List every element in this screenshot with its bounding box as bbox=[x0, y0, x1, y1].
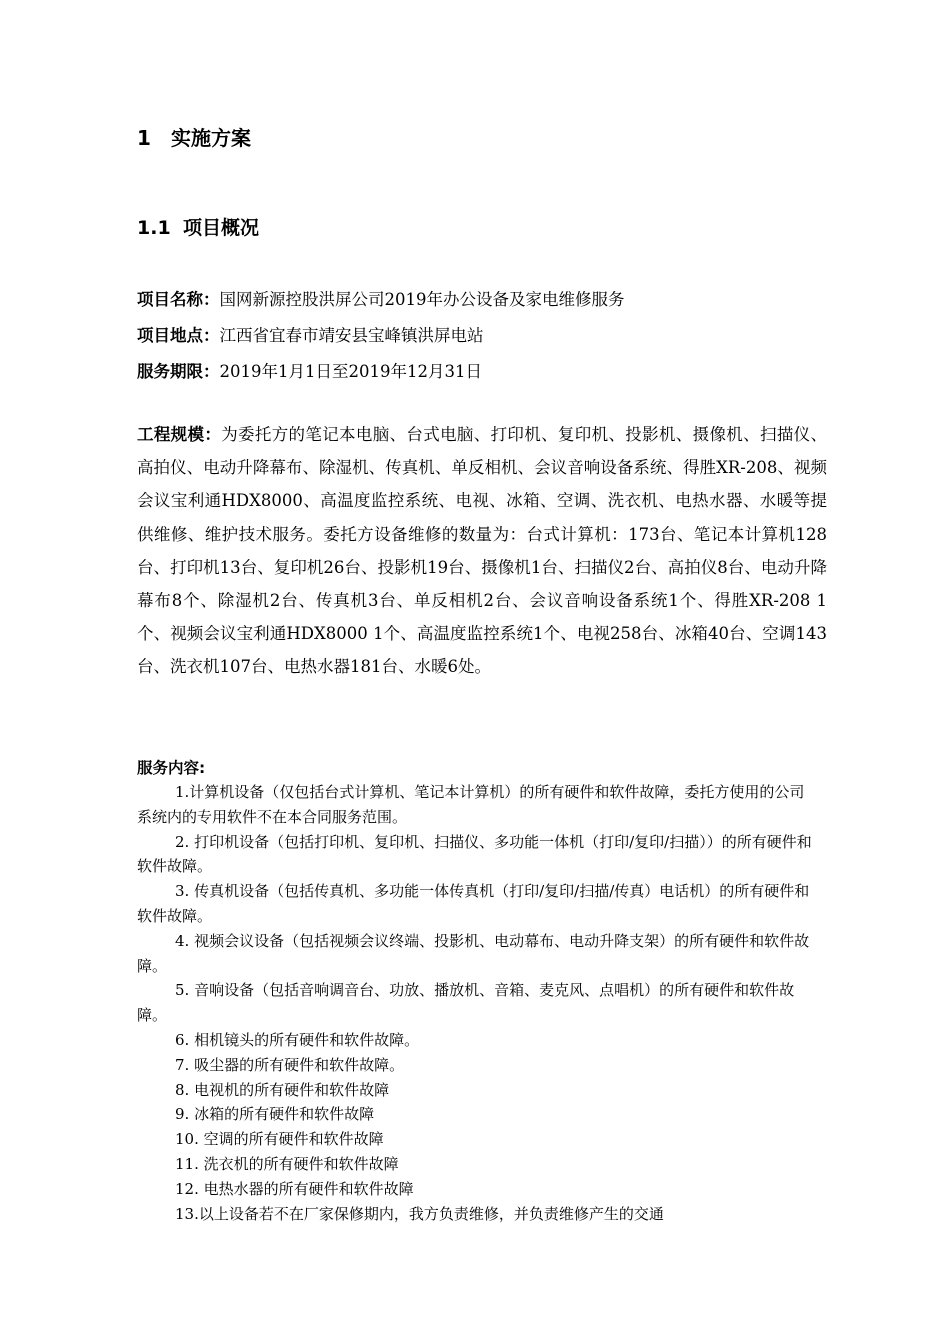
project-scale-text: 为委托方的笔记本电脑、台式电脑、打印机、复印机、投影机、摄像机、扫描仪、高拍仪、电动升降幕布、除湿机、传真机、单反相机、会议音响设备系统、得胜XR-208、视频会议宝利通HDX8000、高温度监控系统、电视、冰箱、空调、洗衣机、电热水器、水暖等提供维修、维护技术服务。委托方设备维修的数量为：台式计算机：173台、笔记本计算机128台、打印机13台、复印机26台、投影机19台、摄像机1台、扫描仪2台、高拍仪8台、电动升降幕布8个、除湿机2台、传真机3台、单反相机2台、会议音响设备系统1个、得胜XR-208 1个、视频会议宝利通HDX8000 1个、高温度监控系统1个、电视258台、冰箱40台、空调143台、洗衣机107台、电热水器181台、水暖6处。 bbox=[137, 425, 827, 677]
project-location-line bbox=[137, 324, 484, 348]
project-scale-label: 工程规模： bbox=[137, 425, 222, 444]
list-item: 5. 音响设备（包括音响调音台、功放、播放机、音箱、麦克风、点唱机）的所有硬件和软件故障。 bbox=[137, 981, 795, 1025]
list-item: 8. 电视机的所有硬件和软件故障 bbox=[175, 1080, 390, 1099]
list-item: 10. 空调的所有硬件和软件故障 bbox=[175, 1130, 384, 1149]
subsection-heading bbox=[137, 214, 259, 242]
section-heading bbox=[137, 124, 251, 152]
project-name-label: 项目名称： bbox=[137, 290, 220, 309]
list-item: 9. 冰箱的所有硬件和软件故障 bbox=[175, 1105, 375, 1124]
project-location-value: 江西省宜春市靖安县宝峰镇洪屏电站 bbox=[219, 326, 484, 345]
project-name-line bbox=[137, 288, 625, 312]
list-item: 7. 吸尘器的所有硬件和软件故障。 bbox=[175, 1055, 405, 1074]
list-item: 6. 相机镜头的所有硬件和软件故障。 bbox=[175, 1030, 420, 1049]
list-item: 3. 传真机设备（包括传真机、多功能一体传真机（打印/复印/扫描/传真）电话机）的所有硬件和软件故障。 bbox=[137, 882, 810, 925]
project-name-value: 国网新源控股洪屏公司2019年办公设备及家电维修服务 bbox=[219, 290, 625, 309]
section-title: 实施方案 bbox=[171, 126, 251, 150]
service-content-heading: 服务内容: bbox=[137, 759, 206, 777]
list-item: 1.计算机设备（仅包括台式计算机、笔记本计算机）的所有硬件和软件故障，委托方使用的公司系统内的专用软件不在本合同服务范围。 bbox=[137, 783, 805, 826]
project-scale-paragraph bbox=[137, 418, 827, 684]
list-item: 13.以上设备若不在厂家保修期内，我方负责维修，并负责维修产生的交通 bbox=[175, 1204, 664, 1223]
service-period-label: 服务期限： bbox=[137, 362, 220, 381]
service-content-list bbox=[137, 780, 817, 1226]
list-item: 2. 打印机设备（包括打印机、复印机、扫描仪、多功能一体机（打印/复印/扫描））的所有硬件和软件故障。 bbox=[137, 832, 812, 876]
service-period-line bbox=[137, 360, 482, 384]
list-item: 11. 洗衣机的所有硬件和软件故障 bbox=[175, 1154, 399, 1173]
list-item: 12. 电热水器的所有硬件和软件故障 bbox=[175, 1179, 414, 1198]
section-number: 1 bbox=[137, 126, 151, 150]
subsection-number: 1.1 bbox=[137, 217, 171, 239]
project-location-label: 项目地点： bbox=[137, 326, 220, 345]
list-item: 4. 视频会议设备（包括视频会议终端、投影机、电动幕布、电动升降支架）的所有硬件和软件故障。 bbox=[137, 931, 810, 975]
subsection-title: 项目概况 bbox=[183, 217, 260, 239]
service-period-value: 2019年1月1日至2019年12月31日 bbox=[219, 362, 482, 381]
